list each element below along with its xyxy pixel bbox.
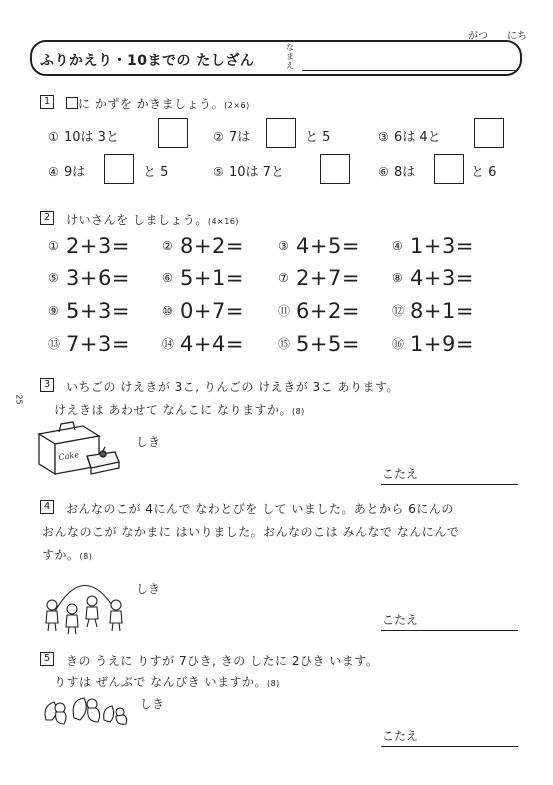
section-number: 1 — [40, 95, 54, 109]
section4-line1: おんなのこが 4にんで なわとびを して いました。あとから 6にんの — [66, 502, 454, 516]
prompt-text: に かずを かきましょう。 — [78, 97, 225, 111]
item-after: と 5 — [305, 130, 331, 145]
question-text: すか。 — [42, 548, 80, 562]
cake-box-label: Cake — [58, 450, 80, 462]
shiki-label: しき — [136, 582, 161, 596]
section-number: 5 — [40, 652, 54, 666]
problem-mark: ⑪ — [278, 304, 291, 318]
points: (8) — [291, 407, 305, 416]
problem-expression: 1+9= — [410, 332, 474, 356]
section5-line2 — [54, 673, 280, 690]
item-text: 7は — [229, 130, 251, 145]
cake-box-illustration — [33, 416, 123, 478]
section-number: 2 — [40, 211, 54, 225]
fill-item-6 — [378, 161, 415, 180]
problem-expression: 4+5= — [296, 234, 360, 258]
answer-box[interactable] — [266, 118, 296, 148]
calc-problem — [162, 332, 244, 356]
problem-mark: ③ — [278, 239, 290, 253]
blank-box-icon — [66, 97, 78, 109]
calc-problem — [48, 234, 130, 258]
answer-box[interactable] — [434, 154, 464, 184]
problem-mark: ④ — [392, 239, 404, 253]
worksheet-title: ふりかえり・10までの たしざん — [40, 53, 255, 69]
item-mark: ⑤ — [213, 165, 224, 179]
answer-line[interactable] — [381, 746, 518, 747]
jump-rope-girls-illustration — [40, 565, 132, 635]
calc-problem — [392, 299, 474, 323]
kotae-label: こたえ — [382, 467, 419, 481]
answer-box[interactable] — [104, 154, 134, 184]
problem-mark: ① — [48, 239, 60, 253]
problem-expression: 7+3= — [66, 332, 130, 356]
page-number: 25 — [14, 394, 24, 405]
calc-problem — [392, 234, 474, 258]
name-field[interactable] — [302, 70, 516, 71]
answer-box[interactable] — [158, 118, 188, 148]
name-label-char: ま — [286, 52, 294, 61]
item-text: 6は 4と — [394, 130, 441, 145]
section5-line1: きの うえに りすが 7ひき, きの したに 2ひき います。 — [66, 654, 379, 668]
answer-box[interactable] — [474, 118, 504, 148]
problem-expression: 2+3= — [66, 234, 130, 258]
section4-line2: おんなのこが なかまに はいりました。おんなのこは みんなで なんにんで — [42, 525, 460, 539]
problem-mark: ⑨ — [48, 304, 60, 318]
section1-prompt — [66, 95, 250, 112]
fill-item-5 — [213, 161, 284, 180]
points: (4×16) — [207, 217, 240, 226]
problem-expression: 4+3= — [410, 266, 474, 290]
calc-problem — [48, 266, 130, 290]
day-label: にち — [507, 31, 527, 42]
problem-expression: 1+3= — [410, 234, 474, 258]
item-mark: ④ — [48, 165, 59, 179]
problem-expression: 5+1= — [180, 266, 244, 290]
shiki-label: しき — [136, 435, 161, 449]
problem-expression: 8+1= — [410, 299, 474, 323]
section3-line1: いちごの けえきが 3こ, りんごの けえきが 3こ あります。 — [66, 380, 400, 394]
month-label: がつ — [468, 31, 488, 42]
problem-expression: 2+7= — [296, 266, 360, 290]
name-label — [285, 43, 295, 70]
fill-item-1 — [48, 126, 119, 145]
section-number: 3 — [40, 378, 54, 392]
answer-line[interactable] — [381, 484, 518, 485]
problem-expression: 3+6= — [66, 266, 130, 290]
item-text: 8は — [394, 165, 416, 180]
answer-box[interactable] — [320, 154, 350, 184]
problem-expression: 0+7= — [180, 299, 244, 323]
kotae-label: こたえ — [382, 729, 419, 743]
calc-problem — [278, 332, 360, 356]
item-text: 9は — [64, 165, 86, 180]
item-mark: ① — [48, 130, 59, 144]
shiki-label: しき — [140, 697, 165, 711]
name-label-char: な — [286, 43, 294, 52]
calc-problem — [162, 234, 244, 258]
points: (8) — [79, 552, 93, 561]
question-text: りすは ぜんぶで なんびき いますか。 — [54, 675, 267, 689]
item-text: 10は 7と — [229, 165, 284, 180]
calc-problem — [278, 234, 360, 258]
calc-problem — [162, 266, 244, 290]
problem-mark: ② — [162, 239, 174, 253]
fill-item-4 — [48, 161, 85, 180]
section4-line3 — [42, 546, 92, 563]
problem-expression: 8+2= — [180, 234, 244, 258]
item-mark: ⑥ — [378, 165, 389, 179]
calc-problem — [278, 266, 360, 290]
section2-prompt — [66, 211, 239, 228]
problem-expression: 4+4= — [180, 332, 244, 356]
points: (8) — [266, 679, 280, 688]
calc-problem — [278, 299, 360, 323]
item-after: と 5 — [143, 165, 169, 180]
calc-problem — [48, 299, 130, 323]
section-number: 4 — [40, 500, 54, 514]
problem-mark: ⑯ — [392, 337, 405, 351]
answer-line[interactable] — [381, 630, 518, 631]
problem-mark: ⑤ — [48, 271, 60, 285]
calc-problem — [392, 332, 474, 356]
item-mark: ② — [213, 130, 224, 144]
problem-expression: 5+3= — [66, 299, 130, 323]
question-text: けえきは あわせて なんこに なりますか。 — [54, 403, 292, 417]
problem-mark: ⑮ — [278, 337, 291, 351]
problem-mark: ⑧ — [392, 271, 404, 285]
problem-expression: 5+5= — [296, 332, 360, 356]
kotae-label: こたえ — [382, 613, 419, 627]
item-mark: ③ — [378, 130, 389, 144]
fill-item-3 — [378, 126, 441, 145]
problem-mark: ⑭ — [162, 337, 175, 351]
problem-expression: 6+2= — [296, 299, 360, 323]
calc-problem — [48, 332, 130, 356]
calc-problem — [392, 266, 474, 290]
calc-problem — [162, 299, 244, 323]
problem-mark: ⑩ — [162, 304, 174, 318]
name-label-char: え — [286, 61, 294, 70]
problem-mark: ⑦ — [278, 271, 290, 285]
item-after: と 6 — [471, 165, 497, 180]
problem-mark: ⑥ — [162, 271, 174, 285]
fill-item-2 — [213, 126, 250, 145]
problem-mark: ⑫ — [392, 304, 405, 318]
squirrels-illustration — [40, 690, 132, 728]
prompt-text: けいさんを しましょう。 — [66, 213, 208, 227]
points: (2×6) — [224, 101, 250, 110]
item-text: 10は 3と — [64, 130, 119, 145]
problem-mark: ⑬ — [48, 337, 61, 351]
